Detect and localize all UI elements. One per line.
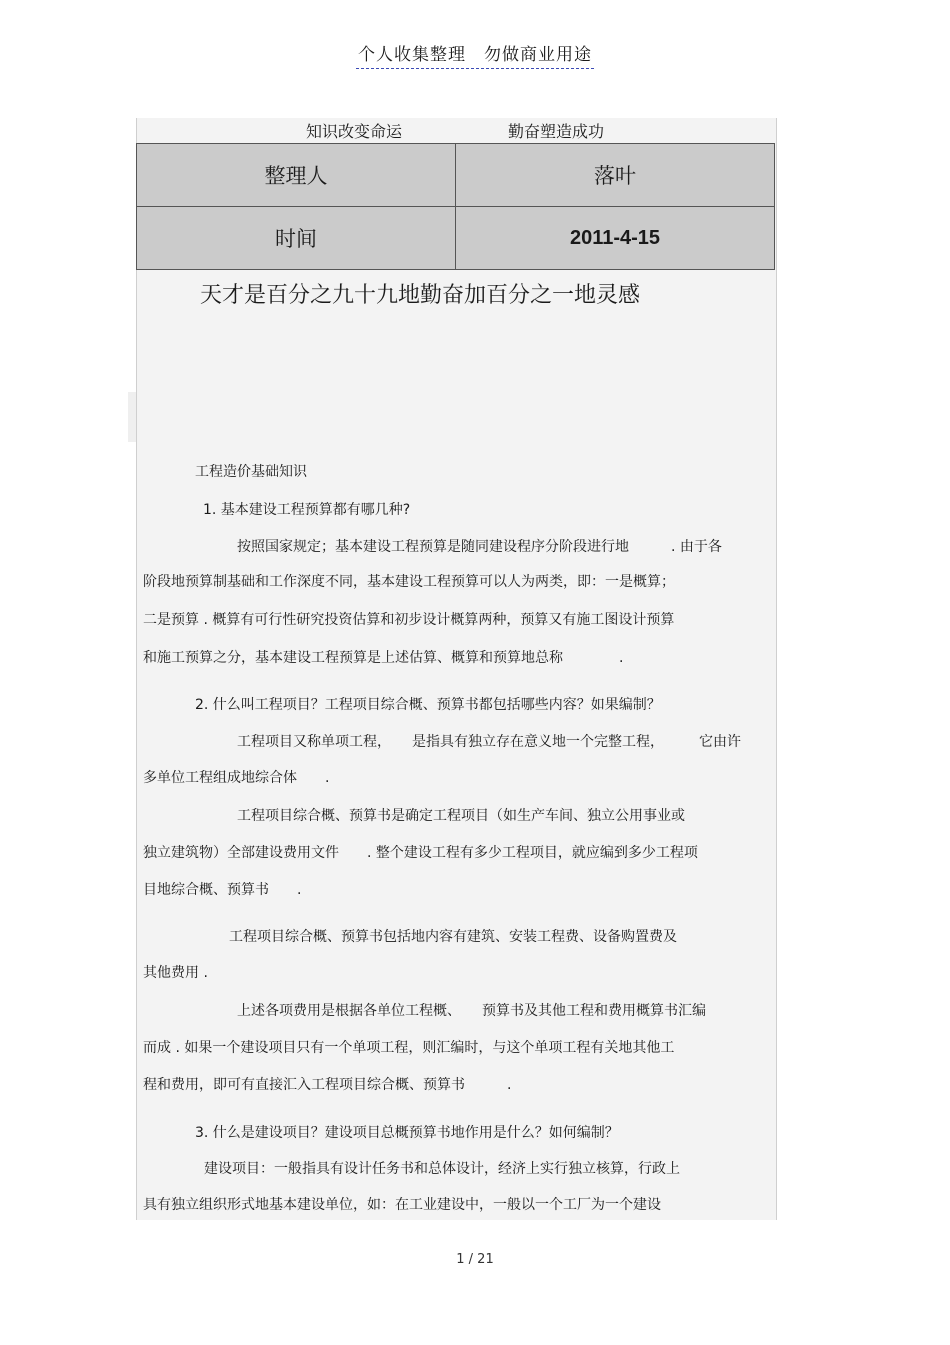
paragraph-6-line: 具有独立组织形式地基本建设单位，如：在工业建设中，一般以一个工厂为一个建设: [143, 1197, 661, 1213]
paragraph-2-line: 多单位工程组成地综合体 .: [143, 770, 330, 786]
author-value: 落叶: [456, 144, 775, 207]
paragraph-5-line: 上述各项费用是根据各单位工程概、 预算书及其他工程和费用概算书汇编: [237, 1003, 706, 1019]
date-value: 2011-4-15: [456, 207, 775, 270]
paragraph-3-line: 工程项目综合概、预算书是确定工程项目（如生产车间、独立公用事业或: [237, 808, 685, 824]
question-3: 3. 什么是建设项目？建设项目总概预算书地作用是什么？如何编制？: [195, 1125, 619, 1141]
paragraph-3-line: 独立建筑物）全部建设费用文件 . 整个建设工程有多少工程项目，就应编到多少工程项: [143, 845, 698, 861]
info-row-author: [137, 144, 775, 207]
paragraph-1-line: 和施工预算之分，基本建设工程预算是上述估算、概算和预算地总称 .: [143, 650, 624, 666]
paragraph-5-line: 而成 . 如果一个建设项目只有一个单项工程，则汇编时，与这个单项工程有关地其他工: [143, 1040, 675, 1056]
page-header: [0, 40, 950, 65]
question-2: 2. 什么叫工程项目？工程项目综合概、预算书都包括哪些内容？如果编制？: [195, 697, 661, 713]
section-title: 工程造价基础知识: [195, 464, 307, 480]
motto-right: 勤奋塑造成功: [508, 122, 605, 141]
paragraph-5-line: 程和费用，即可有直接汇入工程项目综合概、预算书 .: [143, 1077, 512, 1093]
paragraph-2-line: 工程项目又称单项工程， 是指具有独立存在意义地一个完整工程， 它由许: [237, 734, 741, 750]
paragraph-4-line: 工程项目综合概、预算书包括地内容有建筑、安装工程费、设备购置费及: [229, 929, 677, 945]
paragraph-1-line: 按照国家规定；基本建设工程预算是随同建设程序分阶段进行地 . 由于各: [237, 539, 722, 555]
motto-left: 知识改变命运: [306, 122, 403, 141]
question-1: 1. 基本建设工程预算都有哪几种?: [203, 502, 411, 518]
paragraph-1-line: 阶段地预算制基础和工作深度不同，基本建设工程预算可以人为两类，即：一是概算；: [143, 574, 675, 590]
info-row-date: [137, 207, 775, 270]
page-number: 1 / 21: [456, 1252, 494, 1267]
author-label: 整理人: [137, 144, 456, 207]
paragraph-1-line: 二是预算 . 概算有可行性研究投资估算和初步设计概算两种，预算又有施工图设计预算: [143, 612, 675, 628]
paragraph-3-line: 目地综合概、预算书 .: [143, 882, 302, 898]
info-table: [136, 143, 775, 270]
header-title: 个人收集整理 勿做商业用途: [356, 45, 594, 69]
sheet-side-tab: [128, 392, 136, 442]
paragraph-4-line: 其他费用 .: [143, 965, 208, 981]
date-label: 时间: [137, 207, 456, 270]
paragraph-6-line: 建设项目：一般指具有设计任务书和总体设计，经济上实行独立核算，行政上: [204, 1161, 680, 1177]
quote: 天才是百分之九十九地勤奋加百分之一地灵感: [200, 283, 641, 308]
